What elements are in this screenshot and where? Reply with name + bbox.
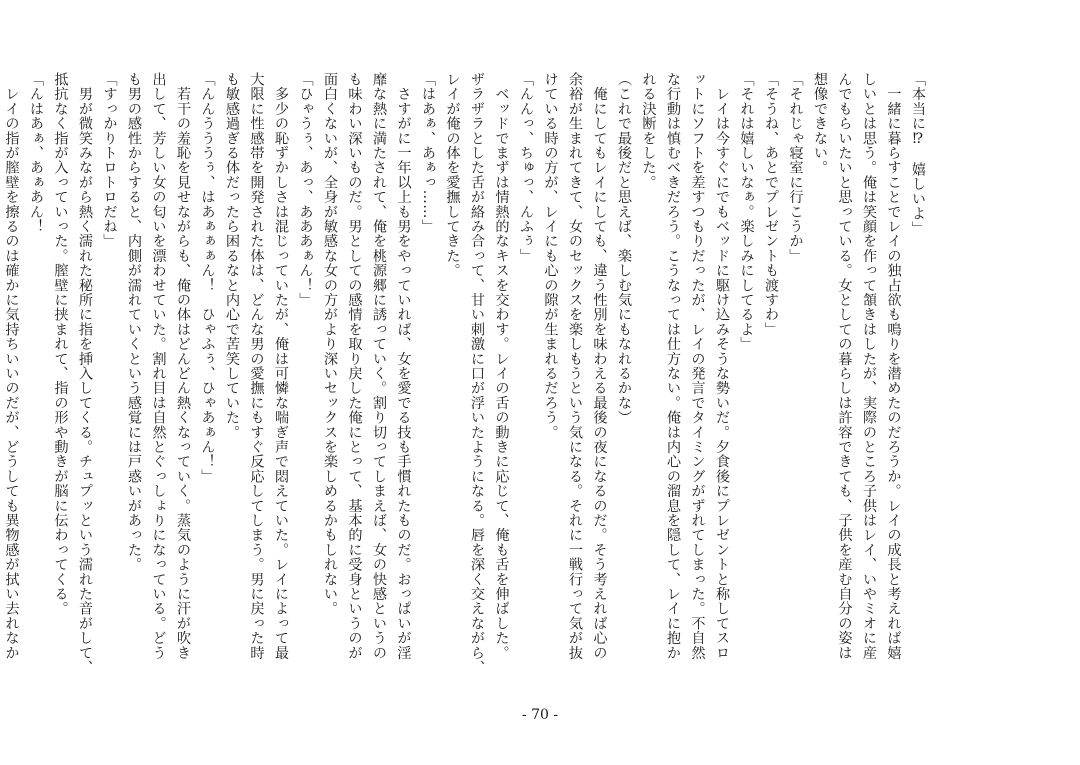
body-text [3,72,930,692]
text-line: 「それじゃ寝室に行こうか」 [787,72,804,264]
text-line: 俺にしてもレイにしても、違う性別を味わえる最後の夜になるのだ。そう考えれば心の [591,72,608,660]
text-line: ベッドでまずは情熱的なキスを交わす。レイの舌の動きに応じて、俺も舌を伸ばした。 [493,72,510,660]
text-line: （これで最後だと思えば、楽しむ気にもなれるかな） [616,72,632,425]
text-line: 靡な熱に満たされて、俺を桃源郷に誘っていく。割り切ってしまえば、女の快感というの [371,72,387,660]
text-line: 男が微笑みながら熱く濡れた秘所に指を挿入してくる。チュプッという濡れた音がして、 [77,72,93,675]
text-line: んでもらいたいと思っている。女としての暮らしは許容できても、子供を産む自分の姿は [836,72,853,660]
text-line: けている時の方が、レイにも心の隙が生まれるだろう。 [542,72,559,440]
text-line: も味わい深いものだ。男としての感情を取り戻した俺にとって、基本的に受身というのが [346,72,363,660]
text-line: 想像できない。 [812,72,828,175]
text-line: レイが俺の体を愛撫してきた。 [444,72,461,278]
text-line: な行動は慎むべきだろう。こうなっては仕方ない。俺は内心の溜息を隠して、レイに抱か [665,72,681,660]
text-line: レイは今すぐにでもベッドに駆け込みそうな勢いだ。夕食後にプレゼントと称してスロ [714,72,730,660]
page-number: - 70 - [521,707,559,723]
text-line: 出して、芳しい女の匂いを漂わせていた。割れ目は自然とぐっしょりになっている。どう [150,72,167,660]
text-line: 「んんうううぅ、はあぁぁぁん！ ひゃふぅ、ひゃあぁん！」 [199,72,216,484]
text-line: 「はあぁ、あぁっ……」 [420,72,436,234]
text-line: 「んんっ、ちゅっ、んふぅ」 [518,72,534,264]
text-line: 若干の羞恥を見せながらも、俺の体はどんどん熱くなっていく。蒸気のように汗が吹き [175,72,191,660]
text-line: 一緒に暮らすことでレイの独占欲も鳴りを潜めたのだろうか。レイの成長と考えれば嬉 [885,72,902,660]
text-line: 「それは嬉しいなぁ。楽しみにしてるよ」 [738,72,755,352]
text-line: さすがに一年以上も男をやっていれば、女を愛でる技も手慣れたものだ。おっぱいが淫 [395,72,412,660]
text-line: 抵抗なく指が入っていった。膣壁に挟まれて、指の形や動きが脳に伝わってくる。 [52,72,69,616]
text-line: れる決断をした。 [640,72,657,190]
text-line: 多少の恥ずかしさは混じっていたが、俺は可憐な喘ぎ声で悶えていた。レイによって最 [273,72,289,660]
text-line: しいとは思う。俺は笑顔を作って頷きはしたが、実際のところ子供はレイ、いやミオに産 [861,72,877,660]
text-line: も男の感性からすると、内側が濡れていくという感覚には戸惑いがあった。 [126,72,142,572]
text-line: レイの指が膣壁を擦るのは確かに気持ちいいのだが、どうしても異物感が拭い去れなか [3,72,20,660]
text-line: も敏感過ぎる体だったら困るなと内心で苦笑していた。 [224,72,240,440]
text-line: 面白くないが、全身が敏感な女の方がより深いセックスを楽しめるかもしれない。 [322,72,338,616]
text-line: ザラザラとした舌が絡み合って、甘い刺激に口が浮いたようになる。唇を深く交えながら、 [469,72,485,675]
text-line: 「本当に⁉ 嬉しいよ」 [910,72,926,236]
text-line: 余裕が生まれてきて、女のセックスを楽しもうという気になる。それに一戦行って気が抜 [567,72,583,660]
text-line: ットにソフトを差すつもりだったが、レイの発言でタイミングがずれてしまった。不自然 [689,72,706,660]
text-line: 「ひゃうぅ、あっ、あああぁん！」 [297,72,314,308]
text-line: 「そうね、あとでプレゼントも渡すわ」 [763,72,779,337]
text-line: 「んはあぁ、あぁあん！ [28,72,44,234]
text-line: 大限に性感帯を開発された体は、どんな男の愛撫にもすぐ反応してしまう。男に戻った時 [248,72,265,660]
text-line: 「すっかりトロトロだね」 [101,72,118,249]
